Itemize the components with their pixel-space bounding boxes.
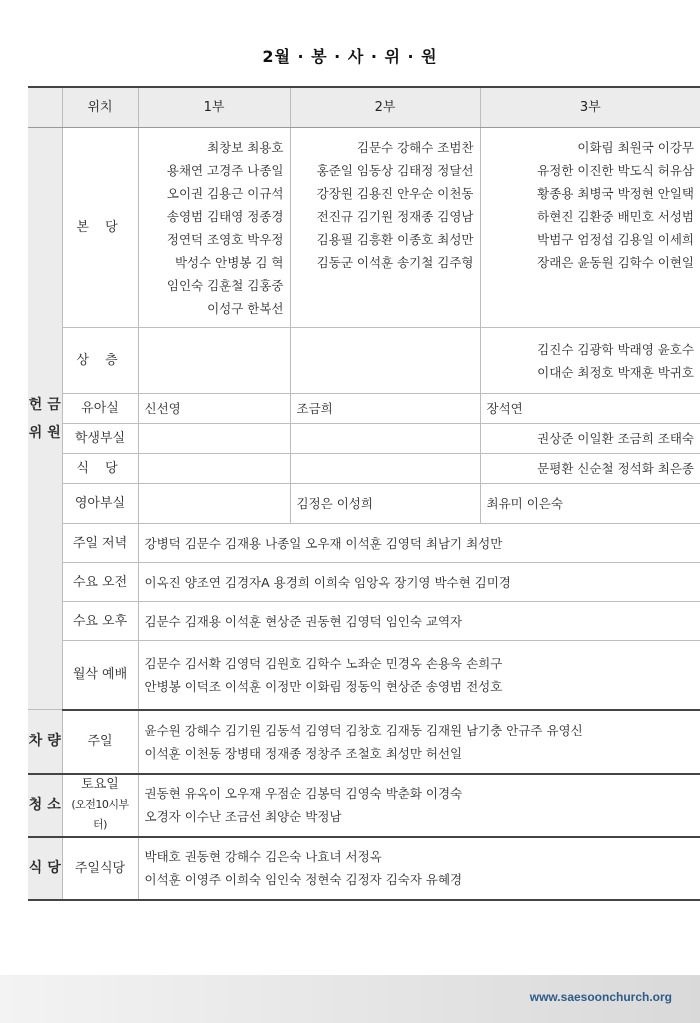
names-cell [138,484,290,524]
names-cell [290,328,480,394]
table-row [28,128,700,328]
position-label: 주일식당 [62,837,138,900]
names-cell: 권동현 유옥이 오우재 우점순 김봉덕 김영숙 박춘화 이경숙 오경자 이수난 조금선 최양순 박정남 [138,774,700,837]
table-row [28,484,700,524]
volunteer-schedule-table [28,86,700,901]
names-cell: 김정은 이성희 [290,484,480,524]
table-row [28,602,700,641]
website-link[interactable]: www.saesoonchurch.org [529,990,672,1004]
names-cell: 윤수원 강해수 김기원 김동석 김영덕 김창호 김재동 김재원 남기충 안규주 유영신 이석훈 이천동 장병태 정재종 정창주 조철호 최성만 허선일 [138,710,700,774]
names-cell: 이화림 최원국 이강무 유정한 이진한 박도식 허유삼 황종용 최병국 박정현 안일택 하현진 김환중 배민호 서성범 박범구 엄정섭 김용일 이세희 장래은 윤동원 김학수 이현일 [480,128,700,328]
table-row [28,394,700,424]
names-cell: 권상준 이일환 조금희 조태숙 [480,424,700,454]
names-cell [290,424,480,454]
names-cell: 김문수 강해수 조범찬 홍준일 임동상 김태정 정달선 강장원 김용진 안우순 이천동 전진규 김기원 정재종 김영남 김용필 김흥환 이종호 최성만 김동군 이석훈 송기철 김주형 [290,128,480,328]
table-row [28,563,700,602]
footer-bar [0,975,700,1023]
names-cell: 박태호 권동현 강해수 김은숙 나효녀 서정옥 이석훈 이영주 이희숙 임인숙 정현숙 김정자 김숙자 유혜경 [138,837,700,900]
names-cell: 장석연 [480,394,700,424]
names-cell [138,328,290,394]
table-row [28,328,700,394]
names-cell [290,454,480,484]
names-cell [138,424,290,454]
table-row [28,454,700,484]
position-label: 주일 [62,710,138,774]
category-dining: 식 당 [28,837,62,900]
names-cell: 신선영 [138,394,290,424]
position-label: 수요 오후 [62,602,138,641]
table-row [28,710,700,774]
position-label: 본 당 [62,128,138,328]
names-cell: 김진수 김광학 박래영 윤호수 이대순 최정호 박재훈 박귀호 [480,328,700,394]
names-cell: 최유미 이은숙 [480,484,700,524]
page-title: 2월 · 봉 · 사 · 위 · 원 [262,47,438,66]
table-row [28,774,700,837]
names-cell: 강병덕 김문수 김재용 나종일 오우재 이석훈 김영덕 최남기 최성만 [138,524,700,563]
category-cleaning: 청 소 [28,774,62,837]
table-row [28,524,700,563]
table-row [28,641,700,710]
header-position: 위치 [62,87,138,128]
position-label: 학생부실 [62,424,138,454]
names-cell: 조금희 [290,394,480,424]
table-header-row [28,87,700,128]
position-label: 토요일 (오전10시부터) [62,774,138,837]
header-col2: 2부 [290,87,480,128]
header-corner [28,87,62,128]
position-label: 수요 오전 [62,563,138,602]
table-row [28,837,700,900]
category-donation: 헌 금 위 원 [28,128,62,710]
names-cell [138,454,290,484]
table-row [28,424,700,454]
position-label: 식 당 [62,454,138,484]
names-cell: 문평환 신순철 정석화 최은종 [480,454,700,484]
names-cell: 김문수 김서확 김영덕 김원호 김학수 노좌순 민경옥 손용욱 손희구 안병봉 이덕조 이석훈 이정만 이화림 정동익 현상준 송영범 전성호 [138,641,700,710]
names-cell: 이옥진 양조연 김경자A 용경희 이희숙 임앙옥 장기영 박수현 김미경 [138,563,700,602]
position-label: 상 층 [62,328,138,394]
position-label: 영아부실 [62,484,138,524]
header-col1: 1부 [138,87,290,128]
names-cell: 최창보 최용호 용채연 고경주 나종일 오이권 김용근 이규석 송영범 김태영 정종경 정연덕 조영호 박우정 박성수 안병봉 김 혁 임인숙 김훈철 김홍중 이성구 한복선 [138,128,290,328]
names-cell: 김문수 김재용 이석훈 현상준 권동현 김영덕 임인숙 교역자 [138,602,700,641]
position-label: 유아실 [62,394,138,424]
category-vehicle: 차 량 [28,710,62,774]
position-label: 월삭 예배 [62,641,138,710]
header-col3: 3부 [480,87,700,128]
position-label: 주일 저녁 [62,524,138,563]
